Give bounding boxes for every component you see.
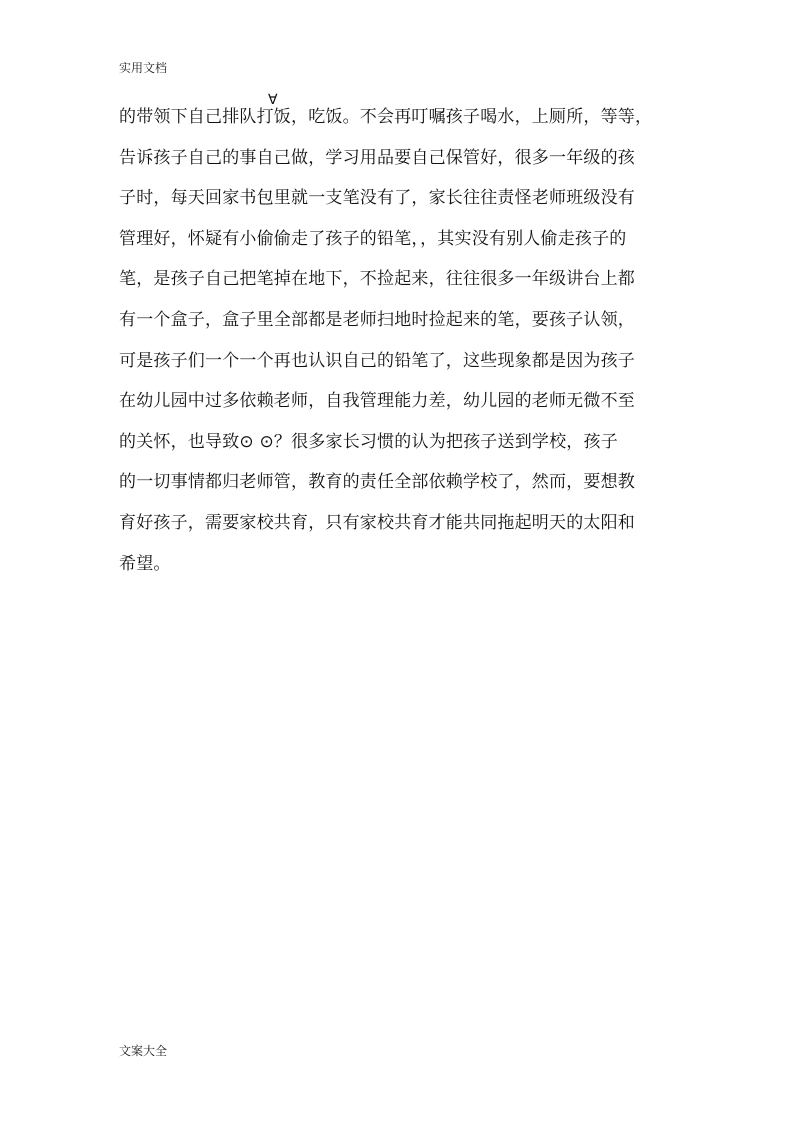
body-line-3: 子时，每天回家书包里就一支笔没有了，家长往往责怪老师班级没有 <box>119 188 635 209</box>
body-line-2: 告诉孩子自己的事自己做，学习用品要自己保管好，很多一年级的孩 <box>119 147 635 168</box>
body-line-10: 的一切事情都归老师管，教育的责任全部依赖学校了，然而，要想教 <box>119 472 635 493</box>
body-line-11: 育好孩子，需要家校共育，只有家校共育才能共同拖起明天的太阳和 <box>119 512 635 533</box>
body-line-8: 在幼儿园中过多依赖老师，自我管理能力差，幼儿园的老师无微不至 <box>119 391 635 412</box>
page-footer: 文案大全 <box>119 1044 168 1058</box>
body-line-1: 的带领下自己排队打饭，吃饭。不会再叮嘱孩子喝水，上厕所，等等， <box>119 107 653 127</box>
body-line-4: 管理好，怀疑有小偷偷走了孩子的铅笔，，其实没有别人偷走孩子的 <box>119 228 627 249</box>
body-line-7: 可是孩子们一个一个再也认识自己的铅笔了，这些现象都是因为孩子 <box>119 350 635 371</box>
text-cursor-mark: ∀ <box>268 92 278 108</box>
page-header: 实用文档 <box>119 61 168 75</box>
body-line-12: 希望。 <box>119 553 171 574</box>
body-line-6: 有一个盒子，盒子里全部都是老师扫地时捡起来的笔，要孩子认领， <box>119 309 635 330</box>
body-paragraph <box>119 104 679 591</box>
body-line-9: 的关怀，也导致⊙ ⊙？很多家长习惯的认为把孩子送到学校，孩子 <box>119 431 618 452</box>
body-line-5: 笔，是孩子自己把笔掉在地下，不捡起来，往往很多一年级讲台上都 <box>119 269 635 290</box>
